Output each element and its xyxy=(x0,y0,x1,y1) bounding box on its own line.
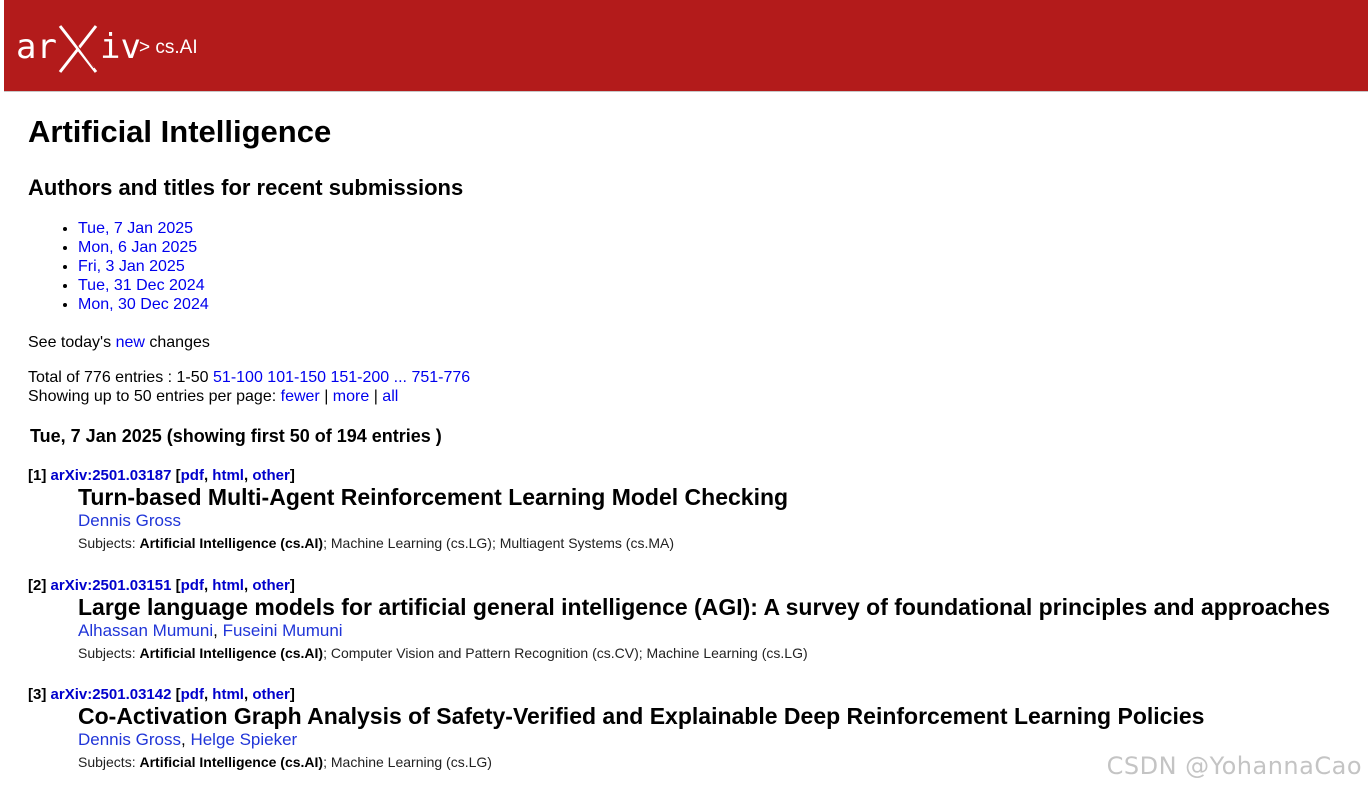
date-link[interactable]: Mon, 6 Jan 2025 xyxy=(78,239,198,256)
arxiv-id-link[interactable]: arXiv:2501.03151 xyxy=(50,577,172,594)
other-subjects: ; Computer Vision and Pattern Recognition (cs.CV); Machine Learning (cs.LG) xyxy=(323,645,808,661)
total-entries: Total of 776 entries : 1-50 xyxy=(28,369,209,386)
showing-prefix: Showing up to 50 entries per page: xyxy=(28,388,277,405)
author-link[interactable]: Alhassan Mumuni xyxy=(78,621,214,640)
html-link[interactable]: html xyxy=(212,467,244,484)
page-title: Artificial Intelligence xyxy=(28,114,332,149)
arxiv-id-link[interactable]: arXiv:2501.03142 xyxy=(50,686,172,703)
primary-subject: Artificial Intelligence (cs.AI) xyxy=(139,754,324,770)
svg-text:iv: iv xyxy=(100,27,141,67)
page-subtitle: Authors and titles for recent submissions xyxy=(28,175,464,200)
entry-title: Large language models for artificial general intelligence (AGI): A survey of foundational principles and approaches xyxy=(78,594,1331,620)
pdf-link[interactable]: pdf xyxy=(180,467,204,484)
page-link[interactable]: 751-776 xyxy=(411,369,471,386)
author-link[interactable]: Dennis Gross xyxy=(78,730,181,749)
entry-authors xyxy=(78,511,181,531)
see-today-prefix: See today's xyxy=(28,334,112,351)
entry-subjects xyxy=(78,754,492,771)
watermark: CSDN @YohannaCao xyxy=(1106,752,1362,780)
pagination-line xyxy=(28,368,470,387)
entry-title: Co-Activation Graph Analysis of Safety-Verified and Explainable Deep Reinforcement Learning Policies xyxy=(78,703,1205,729)
date-list xyxy=(28,219,209,314)
all-link[interactable]: all xyxy=(382,388,399,405)
primary-subject: Artificial Intelligence (cs.AI) xyxy=(139,535,324,551)
author-link[interactable]: Helge Spieker xyxy=(190,730,298,749)
date-link[interactable]: Mon, 30 Dec 2024 xyxy=(78,296,209,313)
new-link[interactable]: new xyxy=(115,334,145,351)
entry-id-row: [3] arXiv:2501.03142 [pdf, html, other] xyxy=(28,686,295,703)
arxiv-logo[interactable] xyxy=(16,20,141,76)
entry-authors: Dennis Gross, Helge Spieker xyxy=(78,730,298,749)
svg-text:ar: ar xyxy=(16,27,57,67)
other-link[interactable]: other xyxy=(252,686,290,703)
see-today-line xyxy=(28,333,210,352)
date-item xyxy=(78,295,209,314)
entry-title: Turn-based Multi-Agent Reinforcement Learning Model Checking xyxy=(78,484,789,510)
date-item xyxy=(78,238,209,257)
primary-subject: Artificial Intelligence (cs.AI) xyxy=(139,645,324,661)
more-link[interactable]: more xyxy=(332,388,370,405)
pdf-link[interactable]: pdf xyxy=(180,577,204,594)
page-link[interactable]: 51-100 xyxy=(213,369,263,386)
entry-subjects xyxy=(78,535,674,552)
date-item xyxy=(78,219,209,238)
author-link[interactable]: Dennis Gross xyxy=(78,511,181,530)
other-subjects: ; Machine Learning (cs.LG) xyxy=(323,754,492,770)
entry-id-row: [1] arXiv:2501.03187 [pdf, html, other] xyxy=(28,467,295,484)
page-ellipsis[interactable]: ... xyxy=(393,369,407,386)
subjects-label: Subjects: xyxy=(78,754,136,770)
day-heading: Tue, 7 Jan 2025 (showing first 50 of 194 entries ) xyxy=(30,426,442,446)
entry-index: [3] xyxy=(28,686,47,703)
other-link[interactable]: other xyxy=(252,467,290,484)
entry-item xyxy=(28,467,1348,551)
entry-id-row: [2] arXiv:2501.03151 [pdf, html, other] xyxy=(28,577,295,594)
date-item xyxy=(78,257,209,276)
other-link[interactable]: other xyxy=(252,577,290,594)
site-header xyxy=(4,0,1368,92)
fewer-link[interactable]: fewer xyxy=(280,388,320,405)
date-link[interactable]: Tue, 7 Jan 2025 xyxy=(78,220,194,237)
breadcrumb[interactable]: > cs.AI xyxy=(139,37,198,58)
page-link[interactable]: 151-200 xyxy=(330,369,390,386)
entry-item xyxy=(28,577,1348,661)
date-link[interactable]: Tue, 31 Dec 2024 xyxy=(78,277,205,294)
entry-subjects xyxy=(78,645,808,662)
date-item xyxy=(78,276,209,295)
author-link[interactable]: Fuseini Mumuni xyxy=(222,621,343,640)
subjects-label: Subjects: xyxy=(78,535,136,551)
date-link[interactable]: Fri, 3 Jan 2025 xyxy=(78,258,185,275)
entry-index: [2] xyxy=(28,577,47,594)
arxiv-id-link[interactable]: arXiv:2501.03187 xyxy=(50,467,172,484)
page-link[interactable]: 101-150 xyxy=(267,369,327,386)
entry-authors: Alhassan Mumuni, Fuseini Mumuni xyxy=(78,621,343,640)
other-subjects: ; Machine Learning (cs.LG); Multiagent Systems (cs.MA) xyxy=(323,535,674,551)
html-link[interactable]: html xyxy=(212,577,244,594)
pdf-link[interactable]: pdf xyxy=(180,686,204,703)
per-page-line: Showing up to 50 entries per page: fewer | more | all xyxy=(28,388,399,405)
html-link[interactable]: html xyxy=(212,686,244,703)
entry-index: [1] xyxy=(28,467,47,484)
see-today-suffix: changes xyxy=(149,334,210,351)
subjects-label: Subjects: xyxy=(78,645,136,661)
